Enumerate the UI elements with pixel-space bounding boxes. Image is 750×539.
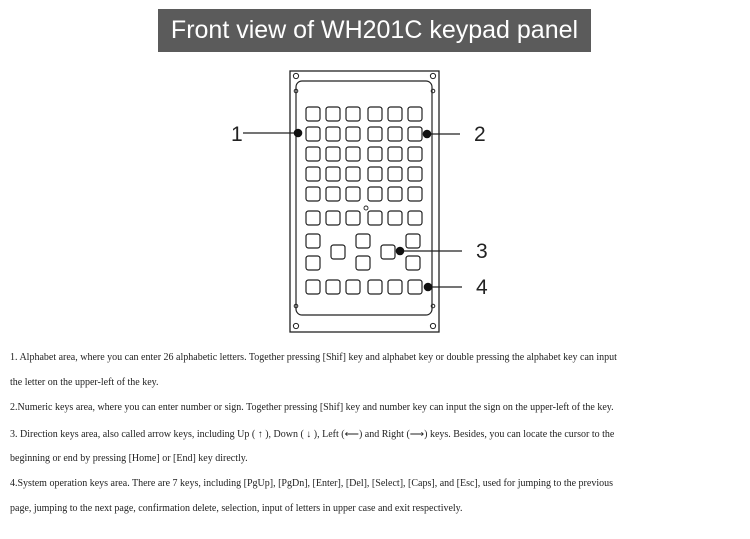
numeric-key-3: [346, 211, 360, 225]
numeric-key-5: [388, 211, 402, 225]
system-key-6: [408, 280, 422, 294]
alphabet-key-2-3: [346, 127, 360, 141]
alphabet-key-3-6: [408, 147, 422, 161]
alphabet-key-4-5: [388, 167, 402, 181]
alphabet-key-1-4: [368, 107, 382, 121]
callout-label-2: 2: [474, 123, 486, 146]
alphabet-key-5-3: [346, 187, 360, 201]
alphabet-key-2-5: [388, 127, 402, 141]
alphabet-key-1-6: [408, 107, 422, 121]
callout-dot-3: [396, 247, 405, 256]
alphabet-key-5-5: [388, 187, 402, 201]
numeric-key-2: [326, 211, 340, 225]
direction-area-key-8: [406, 256, 420, 270]
system-key-2: [326, 280, 340, 294]
description-item-3-line-2: beginning or end by pressing [Home] or [End] key directly.: [10, 453, 248, 464]
direction-area-key-6: [381, 245, 395, 259]
callout-label-3: 3: [476, 240, 488, 263]
alphabet-key-1-2: [326, 107, 340, 121]
system-key-5: [388, 280, 402, 294]
page-title: Front view of WH201C keypad panel: [158, 9, 591, 52]
numeric-key-6: [408, 211, 422, 225]
description-item-3-line-1: 3. Direction keys area, also called arrow keys, including Up ( ↑ ), Down ( ↓ ), Left (⟵) and Right (⟶) keys. Besides, you can locate the cursor to the: [10, 429, 615, 440]
system-key-1: [306, 280, 320, 294]
alphabet-key-1-5: [388, 107, 402, 121]
callout-label-4: 4: [476, 276, 488, 299]
callout-label-1: 1: [231, 123, 243, 146]
description-item-1-line-1: 1. Alphabet area, where you can enter 26 alphabetic letters. Together pressing [Shif] key and alphabet key or double pressing the alphabet key can input: [10, 352, 617, 363]
alphabet-key-3-4: [368, 147, 382, 161]
alphabet-key-5-4: [368, 187, 382, 201]
alphabet-key-3-5: [388, 147, 402, 161]
direction-area-key-3: [331, 245, 345, 259]
alphabet-key-2-6: [408, 127, 422, 141]
alphabet-key-4-3: [346, 167, 360, 181]
alphabet-key-4-1: [306, 167, 320, 181]
alphabet-key-5-1: [306, 187, 320, 201]
alphabet-key-4-2: [326, 167, 340, 181]
system-key-4: [368, 280, 382, 294]
description-item-2-line-1: 2.Numeric keys area, where you can enter number or sign. Together pressing [Shif] key and number key can input the sign on the upper-left of the key.: [10, 402, 614, 413]
direction-area-key-4: [356, 234, 370, 248]
system-key-3: [346, 280, 360, 294]
alphabet-key-5-6: [408, 187, 422, 201]
alphabet-key-3-1: [306, 147, 320, 161]
alphabet-key-3-3: [346, 147, 360, 161]
alphabet-key-1-3: [346, 107, 360, 121]
direction-area-key-5: [356, 256, 370, 270]
direction-area-key-7: [406, 234, 420, 248]
direction-area-key-1: [306, 234, 320, 248]
alphabet-key-3-2: [326, 147, 340, 161]
callout-dot-4: [424, 283, 433, 292]
callout-dot-2: [423, 130, 432, 139]
numeric-key-1: [306, 211, 320, 225]
alphabet-key-2-1: [306, 127, 320, 141]
alphabet-key-4-6: [408, 167, 422, 181]
callout-dot-1: [294, 129, 303, 138]
alphabet-key-5-2: [326, 187, 340, 201]
alphabet-key-2-2: [326, 127, 340, 141]
direction-area-key-2: [306, 256, 320, 270]
alphabet-key-1-1: [306, 107, 320, 121]
description-item-4-line-1: 4.System operation keys area. There are 7 keys, including [PgUp], [PgDn], [Enter], [Del], [Select], [Caps], and [Esc], used for jumping to the previous: [10, 478, 613, 489]
alphabet-key-2-4: [368, 127, 382, 141]
description-item-1-line-2: the letter on the upper-left of the key.: [10, 377, 159, 388]
description-item-4-line-2: page, jumping to the next page, confirmation delete, selection, input of letters in upper case and exit respectively.: [10, 503, 463, 514]
alphabet-key-4-4: [368, 167, 382, 181]
numeric-key-4: [368, 211, 382, 225]
